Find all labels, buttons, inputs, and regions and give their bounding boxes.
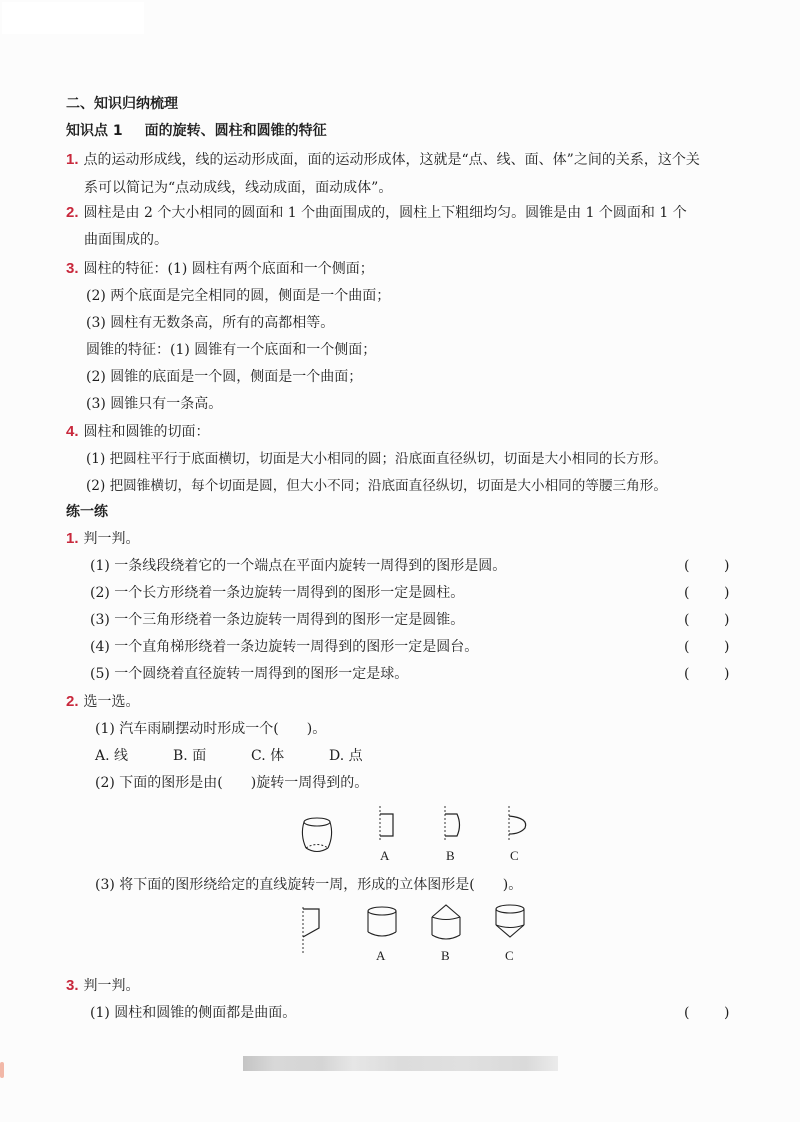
- q1-item-1: (1) 一条线段绕着它的一个端点在平面内旋转一周得到的图形是圆。: [90, 558, 507, 574]
- blurred-footer-bar: [243, 1056, 558, 1071]
- figure-a-rectangle[interactable]: [378, 806, 398, 842]
- figure-b-curved-rect[interactable]: [443, 806, 465, 842]
- point-4: [66, 422, 210, 442]
- cone-feature-2: (2) 圆锥的底面是一个圆，侧面是一个曲面；: [86, 369, 363, 385]
- q2-heading: [66, 692, 140, 712]
- figure-label-c: C: [505, 948, 514, 963]
- figure-label-b: B: [441, 948, 450, 963]
- cone-feature-1: 圆锥的特征：(1) 圆锥有一个底面和一个侧面；: [86, 342, 377, 358]
- figure-c-cylinder-with-cone-bottom[interactable]: [494, 903, 528, 943]
- point-2: [66, 203, 687, 223]
- q3-heading: [66, 976, 140, 996]
- point-text: 圆柱和圆锥的切面：: [83, 424, 210, 440]
- q1-item-5: (5) 一个圆绕着直径旋转一周得到的图形一定是球。: [90, 666, 409, 682]
- point-3: [66, 259, 374, 279]
- figure-label-c: C: [510, 848, 519, 863]
- point-text: 点的运动形成线，线的运动形成面，面的运动形成体，这就是“点、线、面、体”之间的关系，这个关: [83, 152, 700, 168]
- section-title: 二、知识归纳梳理: [66, 96, 178, 112]
- point-number: 3.: [66, 260, 79, 277]
- figure-label-b: B: [446, 848, 455, 863]
- point-1-cont: 系可以简记为“点动成线，线动成面，面动成体”。: [84, 180, 393, 196]
- point-number: 1.: [66, 151, 79, 168]
- q2-sub3: (3) 将下面的图形绕给定的直线旋转一周，形成的立体图形是( )。: [95, 877, 523, 893]
- q2-sub1: (1) 汽车雨刷摆动时形成一个( )。: [95, 721, 327, 737]
- trapezoid-with-axis-figure: [300, 905, 324, 955]
- figure-a-cylinder[interactable]: [366, 906, 400, 940]
- point-2-cont: 曲面围成的。: [84, 232, 168, 248]
- point-1: [66, 150, 700, 170]
- q2-sub1-options: [95, 746, 363, 766]
- question-title: 判一判。: [83, 531, 140, 547]
- option-c[interactable]: C. 体: [251, 748, 285, 764]
- q1-heading: [66, 529, 140, 549]
- knowledge-point-title: 面的旋转、圆柱和圆锥的特征: [144, 123, 327, 139]
- point-number: 4.: [66, 423, 79, 440]
- cylinder-feature-3: (3) 圆柱有无数条高，所有的高都相等。: [86, 315, 335, 331]
- q1-item-4: (4) 一个直角梯形绕着一条边旋转一周得到的图形一定是圆台。: [90, 639, 479, 655]
- practice-title: 练一练: [66, 504, 108, 520]
- question-number: 1.: [66, 530, 79, 547]
- figure-label-a: A: [376, 948, 386, 963]
- q1-item-2: (2) 一个长方形绕着一条边旋转一周得到的图形一定是圆柱。: [90, 585, 465, 601]
- question-title: 选一选。: [83, 694, 140, 710]
- option-d[interactable]: D. 点: [329, 748, 363, 764]
- page-edge-mark: [0, 1062, 4, 1078]
- q2-sub2: (2) 下面的图形是由( )旋转一周得到的。: [95, 775, 369, 791]
- question-number: 2.: [66, 693, 79, 710]
- point-number: 2.: [66, 204, 79, 221]
- option-b[interactable]: B. 面: [173, 748, 207, 764]
- section-cut-cylinder: (1) 把圆柱平行于底面横切，切面是大小相同的圆；沿底面直径纵切，切面是大小相同的长方形。: [86, 451, 667, 467]
- q1-item-3: (3) 一个三角形绕着一条边旋转一周得到的图形一定是圆锥。: [90, 612, 465, 628]
- knowledge-point-label: 知识点 1: [66, 123, 123, 139]
- question-number: 3.: [66, 977, 79, 994]
- cylinder-feature-2: (2) 两个底面是完全相同的圆，侧面是一个曲面；: [86, 288, 391, 304]
- blank-header-box: [2, 2, 144, 34]
- figure-c-semicircle[interactable]: [507, 806, 529, 842]
- knowledge-point-heading: [66, 121, 327, 141]
- point-text: 圆柱的特征：(1) 圆柱有两个底面和一个侧面；: [83, 261, 374, 277]
- point-text: 圆柱是由 2 个大小相同的圆面和 1 个曲面围成的，圆柱上下粗细均匀。圆锥是由 1 个圆面和 1 个: [83, 205, 687, 221]
- q3-item-1: (1) 圆柱和圆锥的侧面都是曲面。: [90, 1005, 297, 1021]
- barrel-solid-figure: [300, 815, 340, 855]
- figure-label-a: A: [380, 848, 390, 863]
- question-title: 判一判。: [83, 978, 140, 994]
- section-cut-cone: (2) 把圆锥横切，每个切面是圆，但大小不同；沿底面直径纵切，切面是大小相同的等腰三角形。: [86, 478, 667, 494]
- cone-feature-3: (3) 圆锥只有一条高。: [86, 396, 223, 412]
- figure-b-cylinder-with-cone-top[interactable]: [430, 903, 464, 943]
- option-a[interactable]: A. 线: [95, 748, 129, 764]
